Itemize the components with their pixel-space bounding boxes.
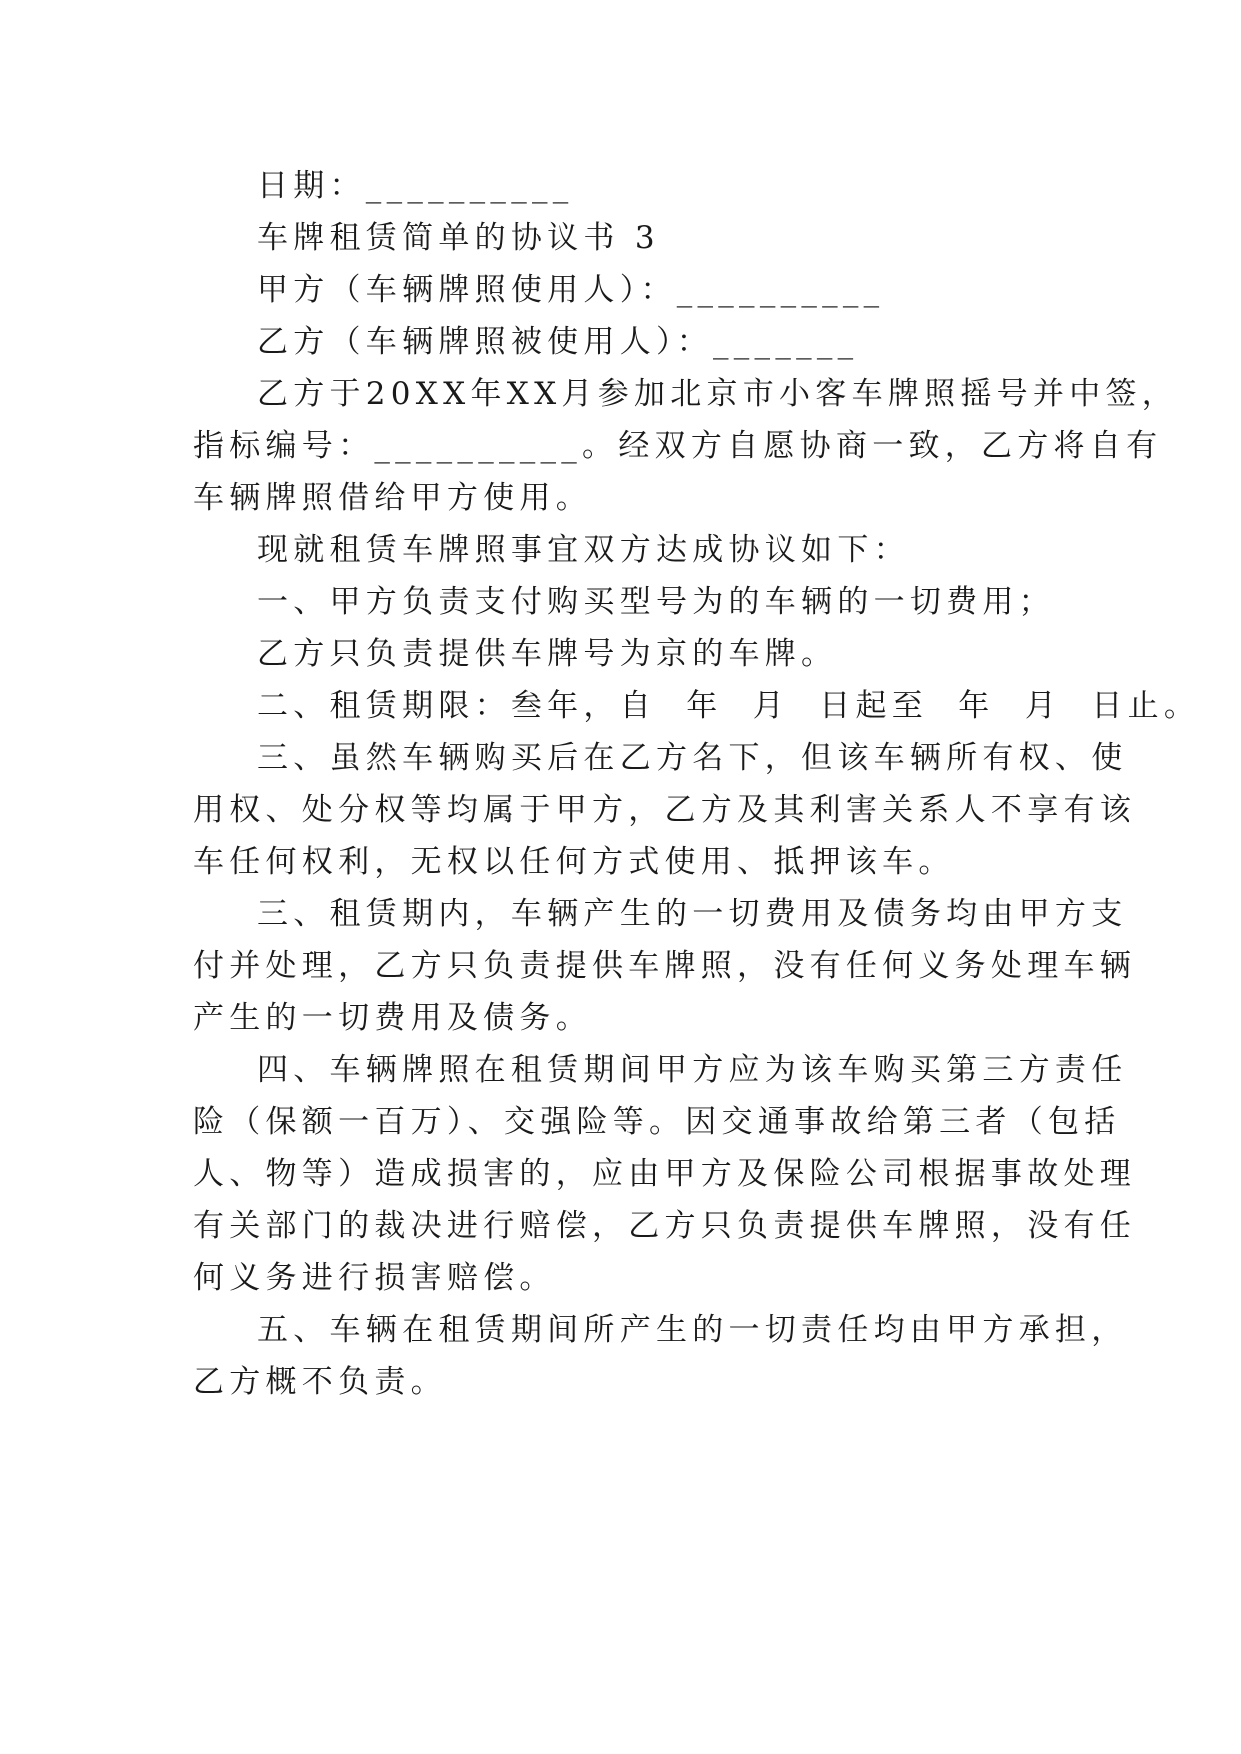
clause-line: 三、虽然车辆购买后在乙方名下，但该车辆所有权、使 [257,740,1128,776]
clause-line: 乙方只负责提供车牌号为京的车牌。 [257,636,838,672]
clause-line: 五、车辆在租赁期间所产生的一切责任均由甲方承担， [257,1312,1128,1348]
clause-line: 用权、处分权等均属于甲方，乙方及其利害关系人不享有该 [193,792,1137,828]
clause-line: 三、租赁期内，车辆产生的一切费用及债务均由甲方支 [257,896,1128,932]
agreement-title: 车牌租赁简单的协议书 3 [257,220,660,256]
clause-line: 车任何权利，无权以任何方式使用、抵押该车。 [193,844,955,880]
paragraph-line: 车辆牌照借给甲方使用。 [193,480,592,516]
clause-line: 有关部门的裁决进行赔偿，乙方只负责提供车牌照，没有任 [193,1208,1137,1244]
clause-line: 四、车辆牌照在租赁期间甲方应为该车购买第三方责任 [257,1052,1128,1088]
clause-line: 乙方概不负责。 [193,1364,447,1400]
paragraph-line: 指标编号：__________。经双方自愿协商一致，乙方将自有 [193,428,1163,464]
date-line: 日期：__________ [257,168,574,204]
clause-line: 一、甲方负责支付购买型号为的车辆的一切费用； [257,584,1055,620]
party-b-line: 乙方（车辆牌照被使用人）：_______ [257,324,859,360]
party-a-line: 甲方（车辆牌照使用人）：__________ [257,272,885,308]
clause-line: 何义务进行损害赔偿。 [193,1260,556,1296]
paragraph-line: 现就租赁车牌照事宜双方达成协议如下： [257,532,910,568]
clause-line: 付并处理，乙方只负责提供车牌照，没有任何义务处理车辆 [193,948,1137,984]
clause-line: 人、物等）造成损害的，应由甲方及保险公司根据事故处理 [193,1156,1137,1192]
clause-line: 产生的一切费用及债务。 [193,1000,592,1036]
paragraph-line: 乙方于20XX年XX月参加北京市小客车牌照摇号并中签， [257,376,1179,412]
clause-line: 二、租赁期限：叁年，自 年 月 日起至 年 月 日止。 [257,688,1201,724]
clause-line: 险（保额一百万）、交强险等。因交通事故给第三者（包括 [193,1104,1121,1140]
